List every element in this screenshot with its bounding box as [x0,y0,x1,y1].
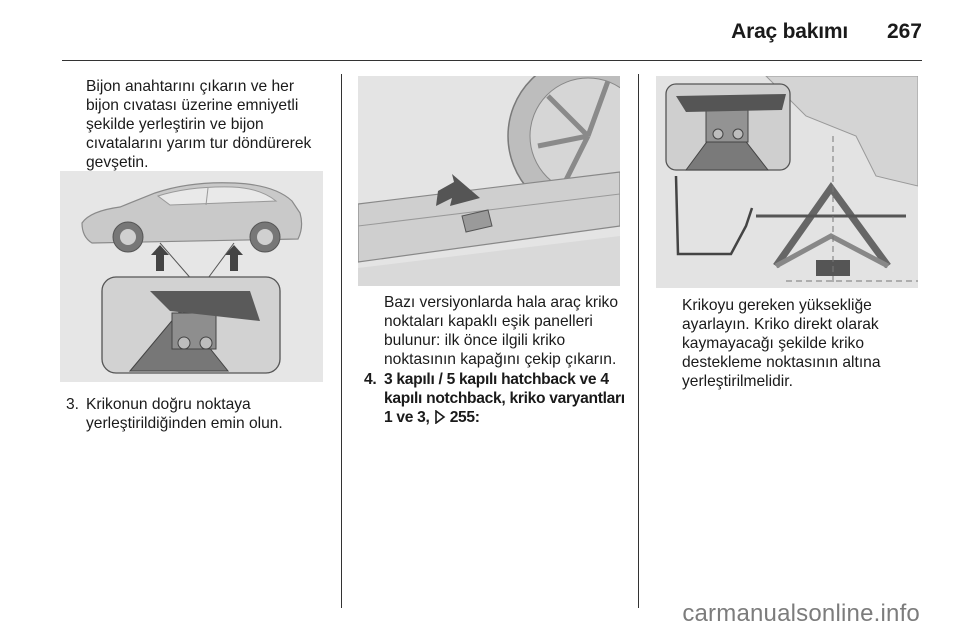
text-line: Bazı versiyonlarda hala araç kriko [384,294,619,311]
text-line: yerleştirilmelidir. [682,373,793,390]
column-divider-1 [341,74,342,608]
text-line: Bijon anahtarını çıkarın ve her [86,78,295,95]
text-line: kapılı notchback, kriko varyantları [384,390,625,407]
column-divider-2 [638,74,639,608]
watermark: carmanualsonline.info [682,600,920,627]
step-number: 3. [66,396,80,413]
jack-positioning-figure [656,76,918,288]
reference-arrow-icon [434,410,446,429]
text-line: Krikoyu gereken yüksekliğe [682,297,872,314]
text-line-with-reference [384,408,636,429]
sill-panel-cover-figure [358,76,620,286]
text-line: cıvatalarını yarım tur döndürerek [86,135,312,152]
text-line: destekleme noktasının altına [682,354,881,371]
step-4 [364,370,636,429]
sill-cover-illustration [358,76,620,286]
text-line: yerleştirildiğinden emin olun. [86,415,283,432]
col2-paragraph [384,293,636,369]
intro-paragraph [86,77,336,172]
page-number: 267 [886,20,922,43]
text-line: 1 ve 3, [384,409,430,426]
col3-paragraph [682,296,922,391]
text-line: gevşetin. [86,154,149,171]
step-3 [66,395,336,433]
text-line: ayarlayın. Kriko direkt olarak [682,316,879,333]
running-header-title: Araç bakımı [731,20,848,43]
text-line: noktaları kapaklı eşik panelleri [384,313,593,330]
text-line: bijon cıvatası üzerine emniyetli [86,97,299,114]
text-line: şekilde yerleştirin ve bijon [86,116,264,133]
header-rule [62,60,922,61]
car-on-jack-illustration [60,171,323,382]
car-jacking-points-figure [60,171,323,382]
text-line: kaymayacağı şekilde kriko [682,335,865,352]
text-line: 3 kapılı / 5 kapılı hatchback ve 4 [384,371,609,388]
scissor-jack-illustration [656,76,918,288]
text-line: Krikonun doğru noktaya [86,396,251,413]
page-reference-link[interactable]: 255: [449,409,480,426]
text-line: bulunur: ilk önce ilgili kriko [384,332,566,349]
step-number: 4. [364,371,377,388]
text-line: noktasının kapağını çekip çıkarın. [384,351,617,368]
